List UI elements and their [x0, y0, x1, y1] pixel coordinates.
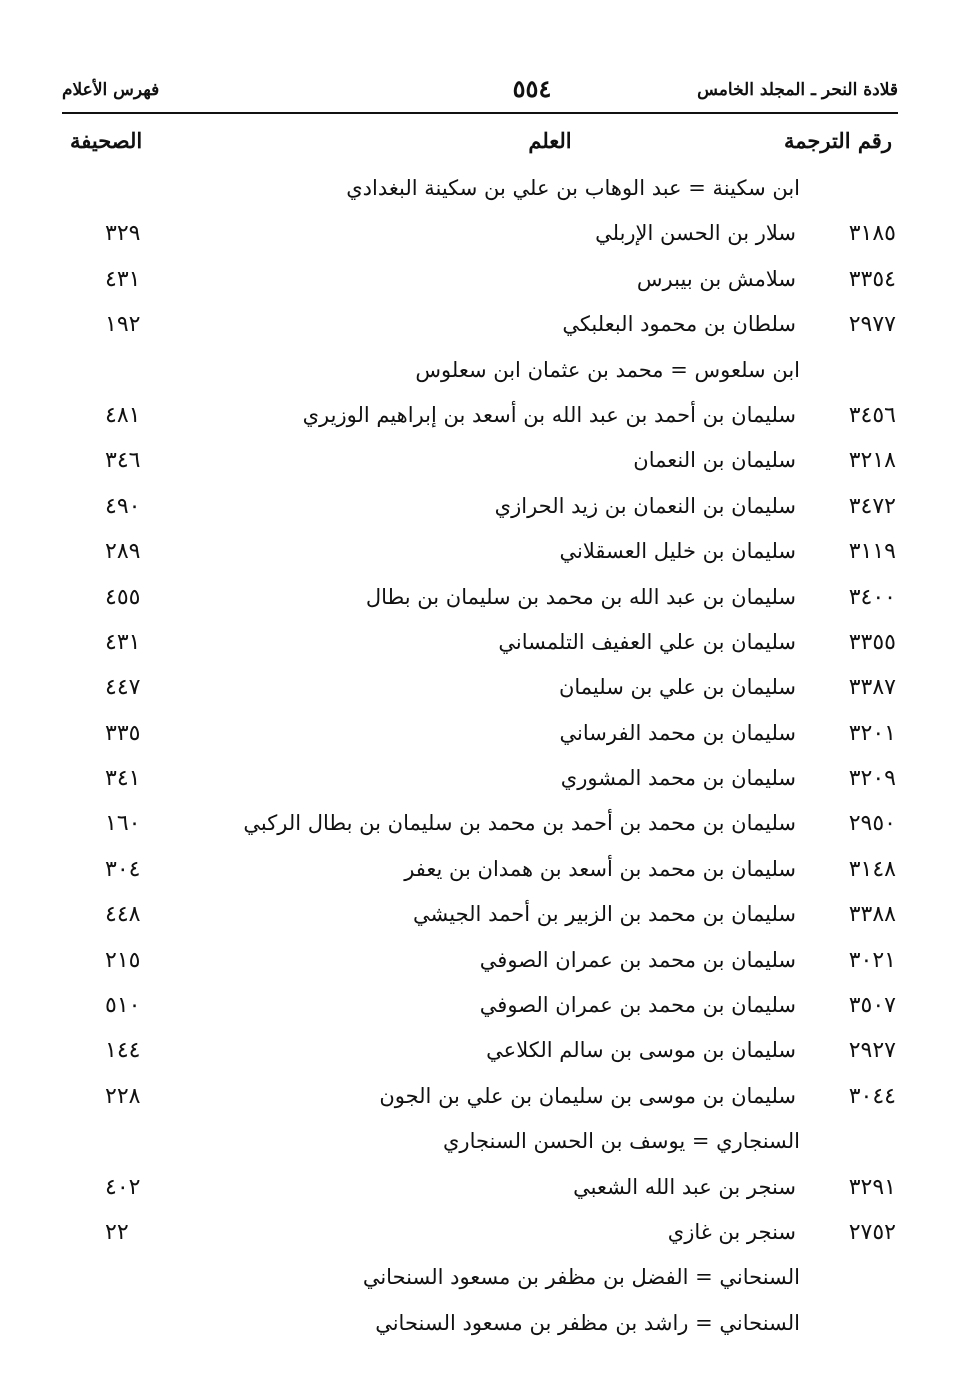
- entry-name: سليمان بن محمد بن أسعد بن همدان بن يعفر: [404, 856, 796, 881]
- index-entry: [0, 442, 956, 487]
- entry-page: ٤٥٥: [105, 584, 141, 610]
- entry-page: ٤٣١: [105, 629, 141, 655]
- index-entry: [0, 215, 956, 260]
- entry-number: ٣٠٤٤: [848, 1083, 896, 1109]
- entry-number: ٣٣٨٨: [848, 902, 896, 928]
- entry-name: سليمان بن محمد المشوري: [560, 766, 796, 791]
- entry-page: ٢٢٨: [105, 1083, 141, 1109]
- index-entry: [0, 488, 956, 533]
- entry-page: ٤٤٨: [105, 902, 141, 928]
- index-entry: [0, 306, 956, 351]
- entry-name: سليمان بن محمد بن الزبير بن أحمد الجيشي: [413, 902, 796, 927]
- index-entry: [0, 533, 956, 578]
- entry-page: ٣٣٥: [105, 720, 141, 746]
- entry-page: ٤٤٧: [105, 675, 141, 701]
- entry-page: ٣٢٩: [105, 221, 141, 247]
- entry-name: سليمان بن موسى بن سالم الكلاعي: [486, 1038, 796, 1063]
- entry-name: سلامش بن بيبرس: [636, 266, 796, 291]
- entry-number: ٢٩٢٧: [848, 1038, 896, 1064]
- entry-name: السنجاري = يوسف بن الحسن السنجاري: [442, 1129, 800, 1154]
- index-entry: [0, 1032, 956, 1077]
- entry-page: ٤٠٢: [105, 1174, 141, 1200]
- entry-page: ١٤٤: [105, 1038, 141, 1064]
- header-rule: [62, 112, 898, 114]
- index-entry: [0, 170, 956, 215]
- entry-name: سليمان بن محمد بن أحمد بن محمد بن سليمان بن بطال الركبي: [243, 811, 796, 836]
- index-entry: [0, 1123, 956, 1168]
- entry-page: ١٦٠: [105, 811, 141, 837]
- entry-page: ٥١٠: [105, 993, 141, 1019]
- entry-number: ٣٣٨٧: [848, 675, 896, 701]
- section-title: فهرس الأعلام: [62, 80, 160, 100]
- index-entry: [0, 669, 956, 714]
- entry-page: ٣٤١: [105, 766, 141, 792]
- entry-page: ٣٤٦: [105, 448, 141, 474]
- index-list: [0, 170, 956, 1350]
- entry-number: ٣١٨٥: [848, 221, 896, 247]
- index-entry: [0, 1169, 956, 1214]
- entry-name: سلار بن الحسن الإربلي: [595, 221, 796, 246]
- index-entry: [0, 397, 956, 442]
- entry-number: ٣٥٠٧: [848, 993, 896, 1019]
- page-number: ٥٥٤: [512, 74, 552, 103]
- index-entry: [0, 1259, 956, 1304]
- index-entry: [0, 851, 956, 896]
- entry-name: سلطان بن محمود البعلبكي: [562, 312, 796, 337]
- entry-number: ٣١١٩: [848, 539, 896, 565]
- entry-name: سليمان بن خليل العسقلاني: [559, 539, 796, 564]
- entry-name: سنجر بن عبد الله الشعبي: [573, 1174, 796, 1199]
- index-entry: [0, 1214, 956, 1259]
- entry-number: ٢٧٥٢: [848, 1219, 896, 1245]
- entry-number: ٢٩٧٧: [848, 312, 896, 338]
- running-header: [62, 74, 898, 110]
- entry-number: ٣٢٠٩: [848, 766, 896, 792]
- entry-name: سليمان بن عبد الله بن محمد بن سليمان بن بطال: [365, 584, 796, 609]
- entry-page: ٢٢: [105, 1219, 129, 1245]
- entry-name: السنحاني = الفضل بن مظفر بن مسعود السنحاني: [362, 1265, 800, 1290]
- entry-number: ٣٤٧٢: [848, 493, 896, 519]
- entry-number: ٣٠٢١: [848, 947, 896, 973]
- index-entry: [0, 261, 956, 306]
- entry-name: سليمان بن أحمد بن عبد الله بن أسعد بن إبراهيم الوزيري: [302, 402, 796, 427]
- entry-number: ٣٢٠١: [848, 720, 896, 746]
- entry-number: ٣٤٥٦: [848, 402, 896, 428]
- entry-number: ٣٣٥٥: [848, 629, 896, 655]
- entry-page: ٢٨٩: [105, 539, 141, 565]
- entry-page: ٢١٥: [105, 947, 141, 973]
- index-entry: [0, 896, 956, 941]
- index-entry: [0, 1305, 956, 1350]
- column-header-name: العلم: [528, 128, 572, 153]
- entry-name: سليمان بن النعمان: [633, 448, 796, 473]
- index-entry: [0, 352, 956, 397]
- entry-name: سليمان بن علي بن سليمان: [558, 675, 796, 700]
- entry-name: سليمان بن موسى بن سليمان بن علي بن الجون: [379, 1083, 796, 1108]
- column-header-page: الصحيفة: [70, 128, 143, 153]
- entry-page: ١٩٢: [105, 312, 141, 338]
- entry-name: سليمان بن النعمان بن زيد الحرازي: [494, 493, 796, 518]
- book-title: قلادة النحر ـ المجلد الخامس: [697, 80, 898, 100]
- index-entry: [0, 624, 956, 669]
- entry-page: ٤٩٠: [105, 493, 141, 519]
- entry-number: ٣٢١٨: [848, 448, 896, 474]
- entry-page: ٣٠٤: [105, 856, 141, 882]
- index-entry: [0, 1078, 956, 1123]
- entry-name: سليمان بن محمد بن عمران الصوفي: [479, 947, 796, 972]
- entry-name: سنجر بن غازي: [667, 1219, 796, 1244]
- index-entry: [0, 987, 956, 1032]
- entry-name: سليمان بن علي العفيف التلمساني: [498, 629, 796, 654]
- entry-number: ٣١٤٨: [848, 856, 896, 882]
- entry-number: ٣٤٠٠: [848, 584, 896, 610]
- entry-number: ٣٢٩١: [848, 1174, 896, 1200]
- column-header-number: رقم الترجمة: [783, 128, 892, 153]
- index-entry: [0, 942, 956, 987]
- index-entry: [0, 805, 956, 850]
- entry-number: ٢٩٥٠: [848, 811, 896, 837]
- entry-page: ٤٨١: [105, 402, 141, 428]
- entry-name: ابن سكينة = عبد الوهاب بن علي بن سكينة البغدادي: [346, 176, 800, 200]
- entry-number: ٣٣٥٤: [848, 266, 896, 292]
- entry-name: سليمان بن محمد الفرساني: [559, 720, 796, 745]
- index-entry: [0, 760, 956, 805]
- index-entry: [0, 579, 956, 624]
- entry-name: ابن سلعوس = محمد بن عثمان ابن سعلوس: [415, 357, 800, 382]
- entry-name: سليمان بن محمد بن عمران الصوفي: [479, 993, 796, 1018]
- entry-name: السنحاني = راشد بن مظفر بن مسعود السنحاني: [375, 1310, 800, 1335]
- entry-page: ٤٣١: [105, 266, 141, 292]
- index-entry: [0, 715, 956, 760]
